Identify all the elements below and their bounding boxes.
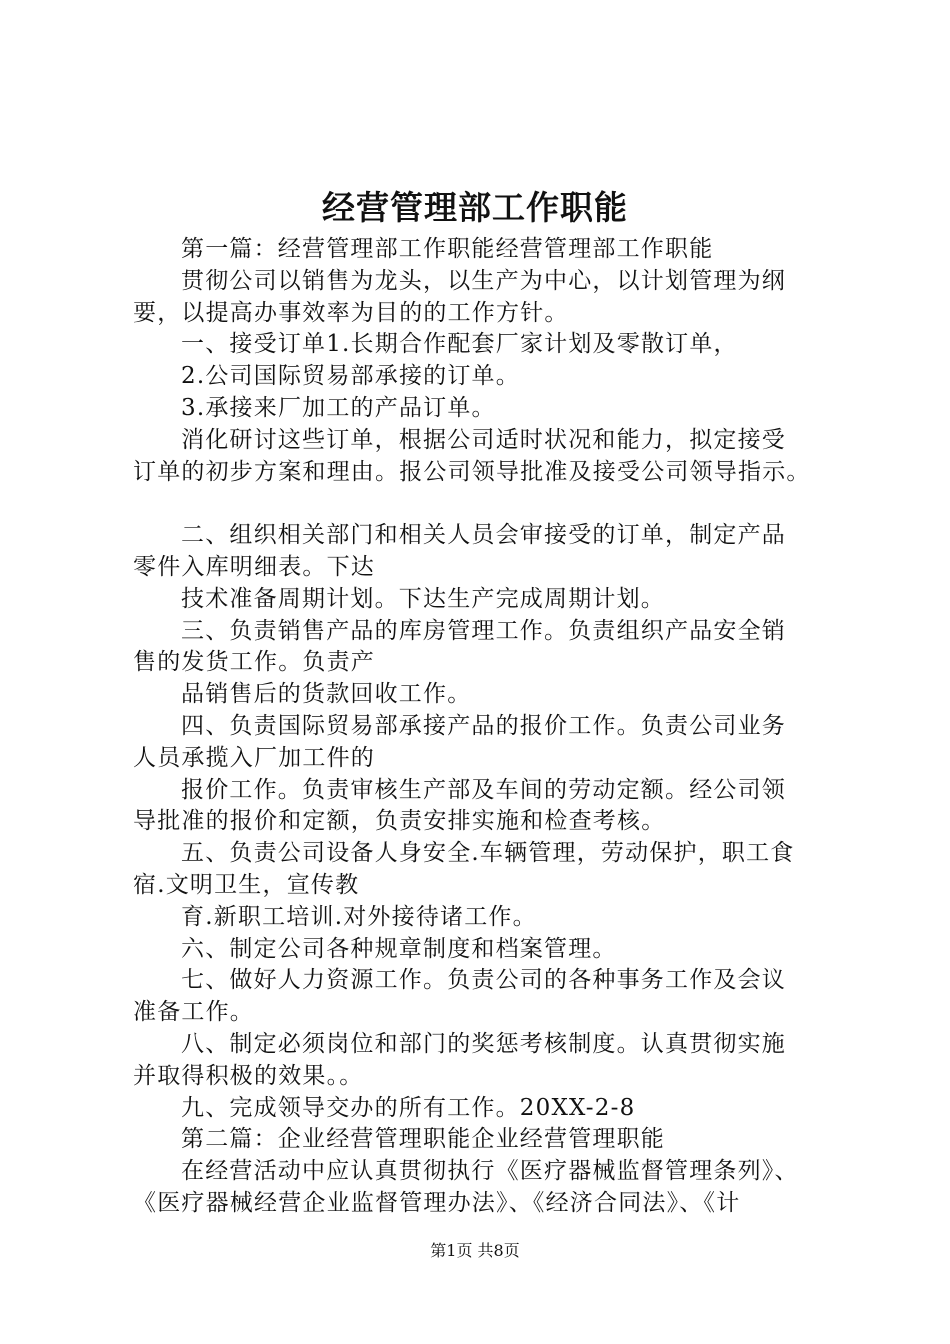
page-footer: 第1页 共8页 xyxy=(430,1241,520,1260)
body-line: 二、组织相关部门和相关人员会审接受的订单，制定产品 xyxy=(181,522,786,549)
body-line: 第一篇：经营管理部工作职能经营管理部工作职能 xyxy=(181,236,714,262)
body-line: 宿.文明卫生，宣传教 xyxy=(133,871,360,898)
body-line: 育.新职工培训.对外接待诸工作。 xyxy=(181,903,537,930)
body-line: 七、做好人力资源工作。负责公司的各种事务工作及会议 xyxy=(181,967,786,994)
body-line: 人员承揽入厂加工件的 xyxy=(133,744,375,771)
body-line: 品销售后的货款回收工作。 xyxy=(181,681,472,708)
body-line: 八、制定必须岗位和部门的奖惩考核制度。认真贯彻实施 xyxy=(181,1030,786,1057)
body-line: 五、负责公司设备人身安全.车辆管理，劳动保护，职工食 xyxy=(181,840,795,867)
body-line: 订单的初步方案和理由。报公司领导批准及接受公司领导指示。 xyxy=(133,458,811,485)
body-line: 技术准备周期计划。下达生产完成周期计划。 xyxy=(181,585,665,612)
body-line: 贯彻公司以销售为龙头，以生产为中心，以计划管理为纲 xyxy=(181,267,786,294)
body-line: 要，以提高办事效率为目的的工作方针。 xyxy=(133,299,569,326)
body-line: 消化研讨这些订单，根据公司适时状况和能力，拟定接受 xyxy=(181,426,786,453)
body-line: 3.承接来厂加工的产品订单。 xyxy=(181,394,496,421)
body-line: 四、负责国际贸易部承接产品的报价工作。负责公司业务 xyxy=(181,712,786,739)
document-title: 经营管理部工作职能 xyxy=(322,188,628,227)
body-line: 报价工作。负责审核生产部及车间的劳动定额。经公司领 xyxy=(181,776,786,803)
body-line: 《医疗器械经营企业监督管理办法》、《经济合同法》、《计 xyxy=(133,1189,741,1216)
body-line: 准备工作。 xyxy=(133,999,254,1026)
document-body xyxy=(133,234,853,1220)
body-line: 第二篇：企业经营管理职能企业经营管理职能 xyxy=(181,1126,665,1153)
body-line: 六、制定公司各种规章制度和档案管理。 xyxy=(181,935,617,962)
body-line: 三、负责销售产品的库房管理工作。负责组织产品安全销 xyxy=(181,617,786,644)
body-line: 并取得积极的效果。。 xyxy=(133,1062,364,1089)
body-line: 导批准的报价和定额，负责安排实施和检查考核。 xyxy=(133,808,666,835)
body-line: 在经营活动中应认真贯彻执行《医疗器械监督管理条列》、 xyxy=(181,1158,799,1185)
body-line xyxy=(133,488,853,520)
body-line: 售的发货工作。负责产 xyxy=(133,649,375,676)
body-line: 零件入库明细表。下达 xyxy=(133,553,375,580)
body-line: 2.公司国际贸易部承接的订单。 xyxy=(181,363,520,390)
body-line: 一、接受订单1.长期合作配套厂家计划及零散订单， xyxy=(181,331,738,358)
body-line: 九、完成领导交办的所有工作。20XX-2-8 xyxy=(181,1094,636,1121)
